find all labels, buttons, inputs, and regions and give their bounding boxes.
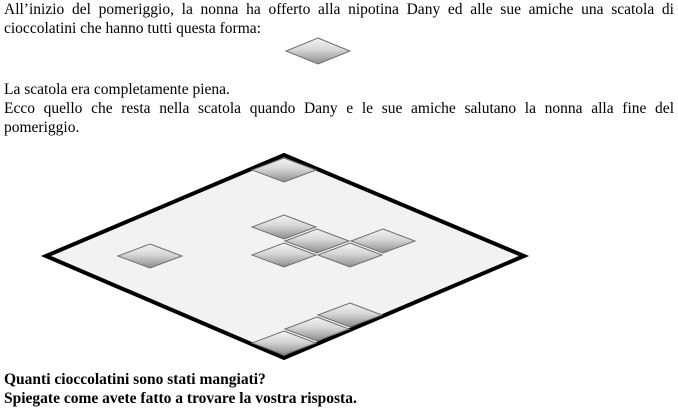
intro-line-2: cioccolatini che hanno tutti questa forma: [4, 20, 261, 37]
instruction: Spiegate come avete fatto a trovare la vostra risposta. [4, 390, 357, 407]
intro-line-1: All’inizio del pomeriggio, la nonna ha offerto alla nipotina Dany ed alle sue amiche una scatola di [4, 1, 674, 18]
box-full-sentence: La scatola era completamente piena. [4, 81, 230, 98]
remaining-line-2: pomeriggio. [4, 119, 80, 136]
question: Quanti cioccolatini sono stati mangiati? [4, 371, 266, 388]
remaining-line-1: Ecco quello che resta nella scatola quando Dany e le sue amiche salutano la nonna alla fine del [4, 100, 674, 117]
sample-chocolate [286, 38, 350, 64]
